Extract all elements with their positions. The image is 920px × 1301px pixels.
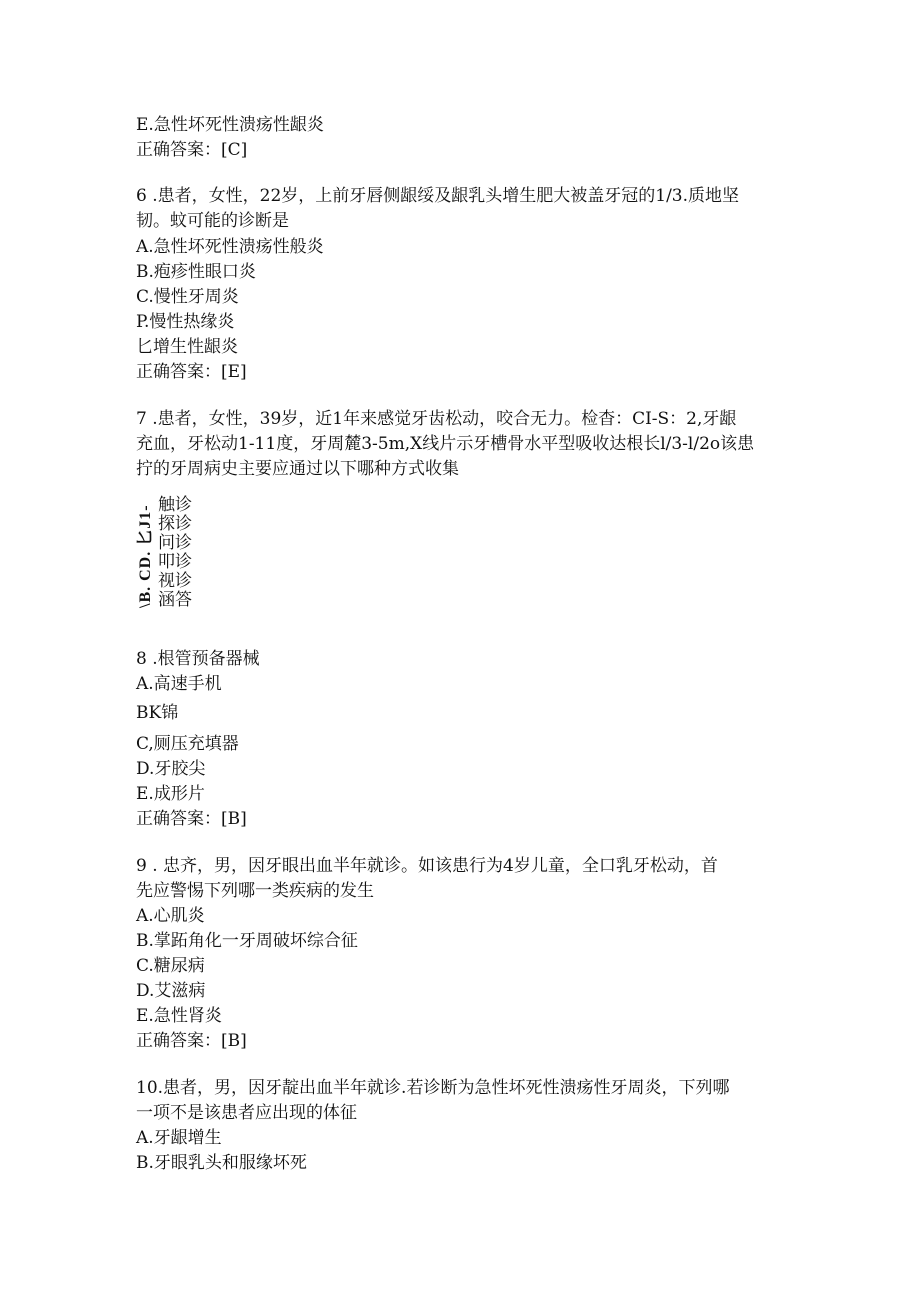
question-6-stem-line-1: 6 .患者，女性，22岁，上前牙唇侧龈绥及龈乳头增生肥大被盖牙冠的1/3.质地坚 bbox=[136, 186, 740, 206]
question-10-option-b: B.牙眼乳头和服缘坏死 bbox=[136, 1153, 307, 1173]
question-8-option-a: A.高速手机 bbox=[136, 674, 222, 694]
question-7-stem-line-1: 7 .患者，女性，39岁，近1年来感觉牙齿松动，咬合无力。检杳：CI-S：2,牙龈 bbox=[136, 409, 737, 429]
question-7-option-2: 探诊 bbox=[158, 514, 192, 534]
question-7-stem-line-2: 充血，牙松动1-11度，牙周麓3-5m,X线片示牙槽骨水平型吸收达根长l/3-l/2o该患 bbox=[136, 434, 755, 454]
question-9-option-b: B.掌跖角化一牙周破坏综合征 bbox=[136, 931, 358, 951]
question-7-option-4: 叩诊 bbox=[158, 552, 192, 572]
question-9-option-e: E.急性肾炎 bbox=[136, 1006, 222, 1026]
question-6-option-a: A.急性坏死性溃疡性般炎 bbox=[136, 237, 324, 257]
question-9-option-a: A.心肌炎 bbox=[136, 906, 205, 926]
question-6-option-c: C.慢性牙周炎 bbox=[136, 287, 239, 307]
question-8-option-b: BK锦 bbox=[136, 703, 179, 723]
correct-answer: 正确答案：[C] bbox=[136, 140, 248, 160]
question-10-stem-line-1: 10.患者，男，因牙靛出血半年就诊.若诊断为急性坏死性溃疡性牙周炎，下列哪 bbox=[136, 1078, 730, 1098]
question-7-stem-line-3: 拧的牙周病史主要应通过以下哪种方式收集 bbox=[136, 459, 459, 479]
question-9-correct-answer: 正确答案：[B] bbox=[136, 1031, 247, 1051]
question-9-option-d: D.艾滋病 bbox=[136, 981, 206, 1001]
question-8-correct-answer: 正确答案：[B] bbox=[136, 809, 247, 829]
question-7-option-1: 触诊 bbox=[158, 495, 192, 515]
question-7-option-6: 涵答 bbox=[158, 590, 192, 610]
question-8-option-e: E.成形片 bbox=[136, 784, 205, 804]
question-7-option-5: 视诊 bbox=[158, 571, 192, 591]
question-6-option-b: B.疱疹性眼口炎 bbox=[136, 262, 256, 282]
question-6-stem-line-2: 韧。蚊可能的诊断是 bbox=[136, 211, 289, 231]
question-10-option-a: A.牙龈增生 bbox=[136, 1128, 222, 1148]
question-6-correct-answer: 正确答案：[E] bbox=[136, 362, 247, 382]
question-7-option-3: 问诊 bbox=[158, 533, 192, 553]
question-7-rotated-option-letters bbox=[130, 500, 154, 610]
question-7-options bbox=[158, 496, 192, 610]
question-6-option-d: P.慢性热缘炎 bbox=[136, 312, 235, 332]
question-8-stem: 8 .根管预备器械 bbox=[136, 649, 260, 669]
option-e: E.急性坏死性溃疡性龈炎 bbox=[136, 115, 324, 135]
question-10-stem-line-2: 一项不是该患者应出现的体征 bbox=[136, 1103, 357, 1123]
question-9-stem-line-1: 9 . 忠齐，男，因牙眼出血半年就诊。如该患行为4岁儿童，全口乳牙松动，首 bbox=[136, 856, 718, 876]
rotated-letters-text: \B. CD. 匕J1- bbox=[137, 504, 154, 608]
question-8-option-c: C,厕压充填器 bbox=[136, 734, 239, 754]
question-9-stem-line-2: 先应警惕下列哪一类疾病的发生 bbox=[136, 881, 374, 901]
question-6-option-e: 匕增生性龈炎 bbox=[136, 337, 238, 357]
question-9-option-c: C.糖尿病 bbox=[136, 956, 205, 976]
question-8-option-d: D.牙胶尖 bbox=[136, 759, 206, 779]
